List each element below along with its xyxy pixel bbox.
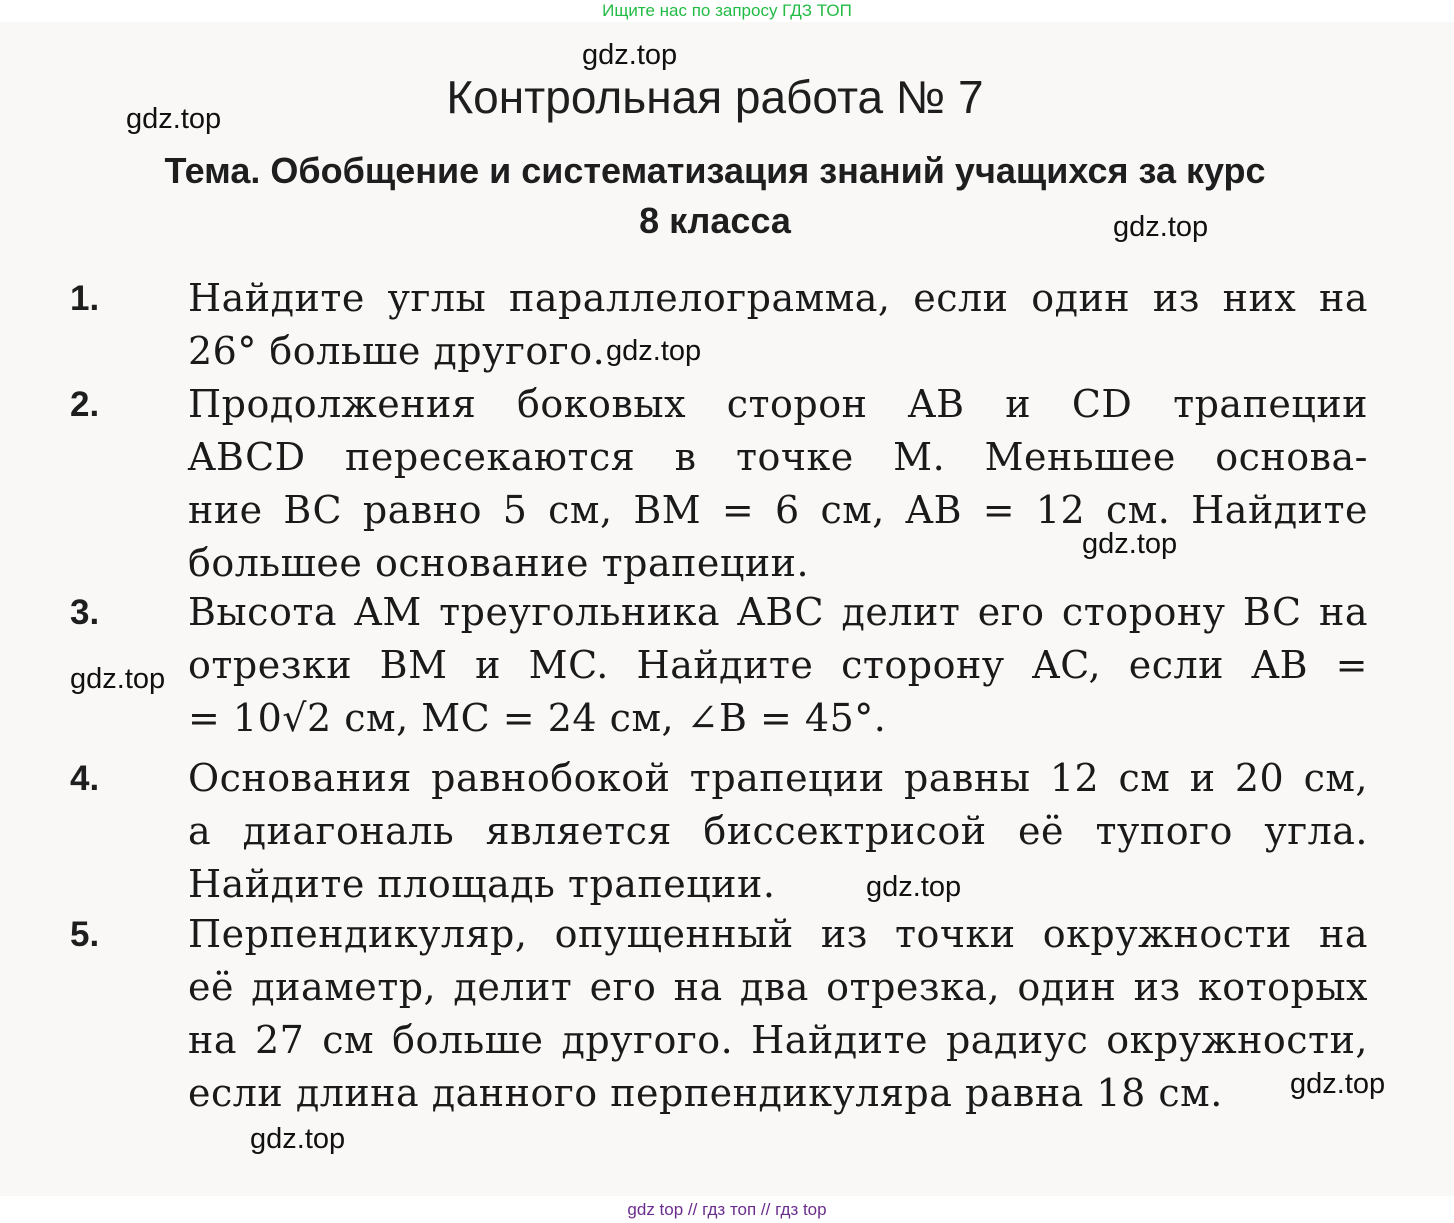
- task-line: Продолжения боковых сторон AB и CD трапеции: [188, 382, 1368, 426]
- task-line: отрезки BM и MC. Найдите сторону AC, если AB =: [188, 643, 1368, 687]
- task-number: 2.: [70, 385, 100, 424]
- task-line: ABCD пересекаются в точке M. Меньшее основа-: [188, 435, 1368, 479]
- task-line: на 27 см больше другого. Найдите радиус окружности,: [188, 1018, 1368, 1062]
- topic-heading: Тема. Обобщение и систематизация знаний учащихся за курс 8 класса: [164, 150, 1266, 241]
- task-line: Перпендикуляр, опущенный из точки окружности на: [188, 912, 1368, 956]
- watermark: gdz.top: [70, 663, 166, 695]
- task-line: её диаметр, делит его на два отрезка, один из которых: [188, 965, 1368, 1009]
- task-line: а диагональ является биссектрисой её тупого угла.: [188, 809, 1368, 853]
- watermark: gdz.top: [1113, 211, 1209, 243]
- watermark: gdz.top: [582, 39, 678, 71]
- task-line: Найдите площадь трапеции.: [188, 862, 776, 906]
- bottom-banner[interactable]: gdz top // гдз топ // гдз top: [627, 1200, 827, 1219]
- task-number: 4.: [70, 759, 100, 798]
- watermark: gdz.top: [126, 103, 222, 135]
- task-line: Найдите углы параллелограмма, если один из них на: [188, 276, 1368, 320]
- task-line: ние BC равно 5 см, BM = 6 см, AB = 12 см. Найдите: [188, 488, 1368, 532]
- task-number: 5.: [70, 915, 100, 954]
- watermark: gdz.top: [866, 871, 962, 903]
- page-title: Контрольная работа № 7: [446, 71, 984, 123]
- watermark: gdz.top: [1290, 1068, 1386, 1100]
- task-line: Высота AM треугольника ABC делит его сторону BC на: [188, 590, 1368, 634]
- top-banner[interactable]: Ищите нас по запросу ГДЗ ТОП: [602, 1, 852, 20]
- watermark: gdz.top: [250, 1123, 346, 1155]
- task-number: 3.: [70, 593, 100, 632]
- task-line: 26° больше другого.: [188, 329, 606, 373]
- watermark: gdz.top: [1082, 528, 1178, 560]
- watermark: gdz.top: [606, 335, 702, 367]
- task-line: большее основание трапеции.: [188, 541, 810, 585]
- task-line: если длина данного перпендикуляра равна 18 см.: [188, 1071, 1223, 1115]
- task-line: = 10√2 см, MC = 24 см, ∠B = 45°.: [188, 696, 887, 740]
- task-line: Основания равнобокой трапеции равны 12 см и 20 см,: [188, 756, 1368, 800]
- task-number: 1.: [70, 279, 100, 318]
